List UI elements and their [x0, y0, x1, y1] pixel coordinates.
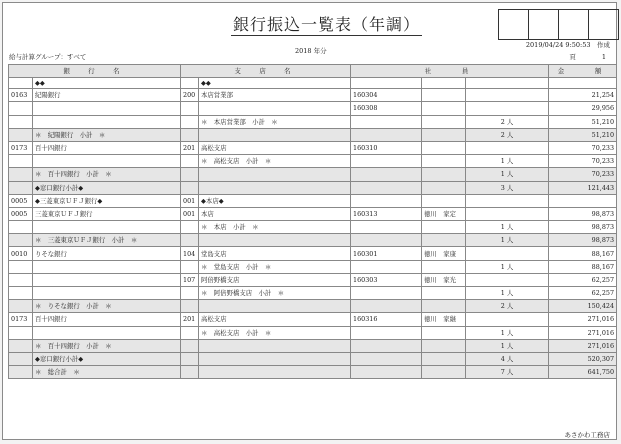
branch-name-cell [199, 300, 351, 313]
branch-code-cell [181, 102, 199, 115]
branch-name-cell [199, 181, 351, 194]
bank-name-cell: ＊ 百十四銀行 小計 ＊ [33, 168, 181, 181]
bank-name-cell: 百十四銀行 [33, 313, 181, 326]
employee-name-cell [422, 115, 466, 128]
branch-code-cell [181, 326, 199, 339]
table-row [9, 102, 617, 115]
amount-cell: 62,257 [549, 273, 617, 286]
table-row [9, 194, 617, 207]
employee-code-cell [351, 128, 422, 141]
employee-code-cell: 160310 [351, 141, 422, 154]
bank-marker: ◆◆ [33, 78, 181, 89]
employee-code-cell: 160303 [351, 273, 422, 286]
branch-code-cell [181, 352, 199, 365]
bank-code-cell [9, 168, 33, 181]
stamp-box [499, 10, 529, 39]
headcount-cell: 1 人 [466, 234, 549, 247]
branch-name-cell [199, 168, 351, 181]
branch-code-cell [181, 181, 199, 194]
employee-code-cell [351, 234, 422, 247]
employee-name-cell: 徳川 家光 [422, 273, 466, 286]
branch-code-cell [181, 115, 199, 128]
employee-name-cell [422, 89, 466, 102]
table-row [9, 234, 617, 247]
employee-code-cell: 160313 [351, 207, 422, 220]
bank-code-cell [9, 326, 33, 339]
bank-code-cell [9, 352, 33, 365]
headcount-cell: 1 人 [466, 339, 549, 352]
bank-name-cell: ＊ 百十四銀行 小計 ＊ [33, 339, 181, 352]
branch-name-cell: 堂島支店 [199, 247, 351, 260]
branch-name-cell [199, 234, 351, 247]
branch-name-cell: 高松支店 [199, 313, 351, 326]
employee-code-cell: 160304 [351, 89, 422, 102]
employee-code-cell [351, 194, 422, 207]
bank-code-cell [9, 128, 33, 141]
employee-code-cell [351, 168, 422, 181]
bank-code-cell [9, 181, 33, 194]
headcount-cell [466, 102, 549, 115]
branch-code-cell [181, 366, 199, 379]
report-sheet [2, 2, 617, 440]
branch-name-cell [199, 339, 351, 352]
employee-code-cell [351, 260, 422, 273]
bank-code-cell: 0005 [9, 207, 33, 220]
employee-name-cell [422, 155, 466, 168]
branch-name-cell: ＊ 本店営業部 小計 ＊ [199, 115, 351, 128]
table-row [9, 155, 617, 168]
stamp-box [559, 10, 589, 39]
branch-code-cell [181, 260, 199, 273]
headcount-cell: 4 人 [466, 352, 549, 365]
table-row [9, 366, 617, 379]
bank-code-cell: 0005 [9, 194, 33, 207]
employee-name-cell [422, 339, 466, 352]
employee-code-cell [351, 155, 422, 168]
headcount-cell: 1 人 [466, 168, 549, 181]
amount-cell: 271,016 [549, 326, 617, 339]
employee-code-cell [351, 300, 422, 313]
bank-code-cell [9, 221, 33, 234]
headcount-cell: 1 人 [466, 287, 549, 300]
amount-cell: 98,873 [549, 234, 617, 247]
bank-name-cell [33, 155, 181, 168]
table-row [9, 287, 617, 300]
amount-cell: 51,210 [549, 128, 617, 141]
branch-marker: ◆◆ [199, 78, 351, 89]
printed-timestamp: 2019/04/24 9:50:53 作成 [525, 41, 610, 49]
approval-stamp-boxes [498, 9, 619, 40]
bank-name-cell: ◆三菱東京ＵＦＪ銀行◆ [33, 194, 181, 207]
bank-name-cell [33, 102, 181, 115]
employee-code-cell: 160301 [351, 247, 422, 260]
employee-name-cell [422, 102, 466, 115]
bank-name-cell: 紀陽銀行 [33, 89, 181, 102]
employee-code-cell [351, 181, 422, 194]
branch-code-cell [181, 287, 199, 300]
amount-cell: 271,016 [549, 339, 617, 352]
header-amount: 金 額 [549, 65, 617, 78]
bank-name-cell: 三菱東京ＵＦＪ銀行 [33, 207, 181, 220]
employee-name-cell [422, 234, 466, 247]
bank-code-cell [9, 287, 33, 300]
table-row [9, 300, 617, 313]
amount-cell: 21,254 [549, 89, 617, 102]
employee-code-cell [351, 221, 422, 234]
employee-code-cell: 160316 [351, 313, 422, 326]
branch-code-cell [181, 339, 199, 352]
headcount-cell: 1 人 [466, 155, 549, 168]
employee-name-cell [422, 181, 466, 194]
table-row [9, 326, 617, 339]
branch-name-cell: ＊ 本店 小計 ＊ [199, 221, 351, 234]
headcount-cell [466, 247, 549, 260]
employee-name-cell [422, 300, 466, 313]
branch-code-cell [181, 221, 199, 234]
page-number: 頁 1 [569, 53, 606, 61]
branch-code-cell: 107 [181, 273, 199, 286]
table-row [9, 221, 617, 234]
headcount-cell [466, 141, 549, 154]
amount-cell: 98,873 [549, 221, 617, 234]
branch-name-cell: 本店 [199, 207, 351, 220]
year-label: 2018 年分 [295, 47, 327, 55]
bank-code-cell [9, 115, 33, 128]
employee-name-cell [422, 128, 466, 141]
bank-name-cell [33, 115, 181, 128]
branch-name-cell [199, 352, 351, 365]
branch-code-cell [181, 155, 199, 168]
bank-code-cell: 0173 [9, 141, 33, 154]
branch-name-cell [199, 128, 351, 141]
amount-cell: 271,016 [549, 313, 617, 326]
bank-name-cell [33, 221, 181, 234]
headcount-cell [466, 273, 549, 286]
table-row [9, 181, 617, 194]
bank-name-cell [33, 273, 181, 286]
branch-name-cell: ◆本店◆ [199, 194, 351, 207]
amount-cell: 70,233 [549, 155, 617, 168]
table-row [9, 141, 617, 154]
header-employee: 社 員 [351, 65, 549, 78]
branch-name-cell: ＊ 堂島支店 小計 ＊ [199, 260, 351, 273]
branch-code-cell [181, 168, 199, 181]
headcount-cell [466, 313, 549, 326]
headcount-cell: 3 人 [466, 181, 549, 194]
bank-name-cell [33, 287, 181, 300]
bank-code-cell: 0163 [9, 89, 33, 102]
headcount-cell: 2 人 [466, 115, 549, 128]
table-row [9, 128, 617, 141]
branch-code-cell: 104 [181, 247, 199, 260]
amount-cell: 62,257 [549, 287, 617, 300]
branch-code-cell [181, 234, 199, 247]
branch-code-cell: 200 [181, 89, 199, 102]
employee-name-cell: 徳川 家定 [422, 207, 466, 220]
headcount-cell: 2 人 [466, 128, 549, 141]
amount-cell: 51,210 [549, 115, 617, 128]
bank-code-cell [9, 273, 33, 286]
table-row [9, 115, 617, 128]
bank-code-cell [9, 102, 33, 115]
table-row [9, 313, 617, 326]
employee-code-cell [351, 115, 422, 128]
table-header-row [9, 65, 617, 78]
branch-name-cell: ＊ 高松支店 小計 ＊ [199, 326, 351, 339]
bank-name-cell: 百十四銀行 [33, 141, 181, 154]
table-row [9, 89, 617, 102]
branch-name-cell [199, 102, 351, 115]
bank-code-cell [9, 155, 33, 168]
bank-name-cell: りそな銀行 [33, 247, 181, 260]
branch-name-cell: 高松支店 [199, 141, 351, 154]
amount-cell: 121,443 [549, 181, 617, 194]
amount-cell [549, 194, 617, 207]
bank-code-cell: 0173 [9, 313, 33, 326]
branch-code-cell: 001 [181, 207, 199, 220]
amount-cell: 29,956 [549, 102, 617, 115]
employee-name-cell: 徳川 家康 [422, 247, 466, 260]
group-label: 給与計算グループ：すべて [9, 53, 87, 61]
employee-name-cell [422, 352, 466, 365]
bank-name-cell: ◆窓口銀行小計◆ [33, 181, 181, 194]
bank-code-cell [9, 300, 33, 313]
employee-name-cell [422, 287, 466, 300]
headcount-cell: 1 人 [466, 326, 549, 339]
amount-cell: 70,233 [549, 141, 617, 154]
branch-name-cell: 本店営業部 [199, 89, 351, 102]
branch-name-cell: ＊ 阿倍野橋支店 小計 ＊ [199, 287, 351, 300]
report-title: 銀行振込一覧表（年調） [233, 15, 421, 34]
amount-cell: 98,873 [549, 207, 617, 220]
amount-cell: 70,233 [549, 168, 617, 181]
branch-name-cell: ＊ 高松支店 小計 ＊ [199, 155, 351, 168]
headcount-cell: 1 人 [466, 221, 549, 234]
transfer-table [8, 64, 617, 379]
bank-name-cell: ◆窓口銀行小計◆ [33, 352, 181, 365]
amount-cell: 641,750 [549, 366, 617, 379]
amount-cell: 150,424 [549, 300, 617, 313]
headcount-cell [466, 194, 549, 207]
headcount-cell: 1 人 [466, 260, 549, 273]
bank-name-cell: ＊ 総合計 ＊ [33, 366, 181, 379]
header-branch: 支 店 名 [181, 65, 351, 78]
bank-code-cell: 0010 [9, 247, 33, 260]
branch-code-cell [181, 300, 199, 313]
company-name: あさかわ工務店 [564, 431, 610, 439]
stamp-box [589, 10, 618, 39]
employee-name-cell: 徳川 家継 [422, 313, 466, 326]
employee-name-cell [422, 326, 466, 339]
headcount-cell: 7 人 [466, 366, 549, 379]
table-row [9, 168, 617, 181]
bank-name-cell [33, 260, 181, 273]
table-row [9, 207, 617, 220]
branch-code-cell [181, 128, 199, 141]
headcount-cell: 2 人 [466, 300, 549, 313]
headcount-cell [466, 89, 549, 102]
employee-code-cell [351, 352, 422, 365]
employee-name-cell [422, 221, 466, 234]
bank-name-cell [33, 326, 181, 339]
branch-code-cell: 001 [181, 194, 199, 207]
branch-name-cell [199, 366, 351, 379]
table-row [9, 273, 617, 286]
bank-code-cell [9, 339, 33, 352]
table-row [9, 260, 617, 273]
amount-cell: 88,167 [549, 247, 617, 260]
headcount-cell [466, 207, 549, 220]
table-row [9, 247, 617, 260]
branch-code-cell: 201 [181, 313, 199, 326]
employee-name-cell [422, 366, 466, 379]
marker-row [9, 78, 617, 89]
employee-code-cell [351, 287, 422, 300]
table-row [9, 352, 617, 365]
employee-name-cell [422, 141, 466, 154]
employee-name-cell [422, 260, 466, 273]
bank-code-cell [9, 234, 33, 247]
bank-name-cell: ＊ りそな銀行 小計 ＊ [33, 300, 181, 313]
employee-code-cell [351, 339, 422, 352]
bank-code-cell [9, 366, 33, 379]
table-row [9, 339, 617, 352]
employee-code-cell: 160308 [351, 102, 422, 115]
amount-cell: 88,167 [549, 260, 617, 273]
bank-code-cell [9, 260, 33, 273]
stamp-box [529, 10, 559, 39]
branch-name-cell: 阿倍野橋支店 [199, 273, 351, 286]
bank-name-cell: ＊ 三菱東京ＵＦＪ銀行 小計 ＊ [33, 234, 181, 247]
employee-name-cell [422, 194, 466, 207]
employee-code-cell [351, 366, 422, 379]
branch-code-cell: 201 [181, 141, 199, 154]
header-bank: 銀 行 名 [9, 65, 181, 78]
amount-cell: 520,307 [549, 352, 617, 365]
employee-name-cell [422, 168, 466, 181]
employee-code-cell [351, 326, 422, 339]
bank-name-cell: ＊ 紀陽銀行 小計 ＊ [33, 128, 181, 141]
